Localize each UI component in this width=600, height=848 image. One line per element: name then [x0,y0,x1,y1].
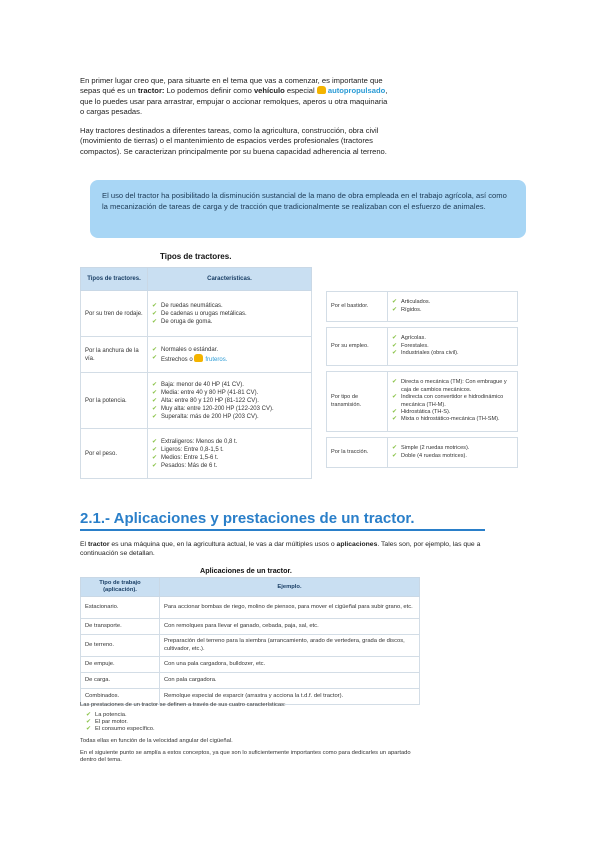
list-item: ✔ Simple (2 ruedas motrices). [392,445,513,452]
section-paragraph [80,540,485,558]
list-item [152,354,307,364]
app-type: De carga. [81,673,160,689]
types-table-right [326,291,518,468]
list-item: ✔ Mixta o hidrostático-mecánica (TH-SM). [392,416,513,423]
app-example: Remolque especial de esparcir (arrastra y acciona la t.d.f. del tractor). [160,689,420,705]
para-text: es una máquina que, en la agricultura actual, le vas a dar múltiples usos o [109,541,337,548]
glossary-link-autopropulsado[interactable]: autopropulsado [327,86,386,96]
table-row [327,292,518,322]
list-item: ✔ De ruedas neumáticas. [152,302,307,310]
list-item: ✔ La potencia. [86,712,155,719]
types-header-col2: Características. [148,268,312,291]
types-table-title: Tipos de tractores. [160,252,232,261]
intro-bold-tractor: tractor: [137,86,165,96]
list-item: ✔ Pesados: Más de 6 t. [152,462,307,470]
app-type: De terreno. [81,635,160,657]
row-label: Por el peso. [81,429,148,479]
list-item: ✔ Ligeros: Entre 0,8-1,5 t. [152,446,307,454]
row-label: Por la anchura de la vía. [81,337,148,373]
app-example: Preparación del terreno para la siembra (arrancamiento, arado de vertedera, grada de discos, cultivador, etc.). [160,635,420,657]
row-label: Por su tren de rodaje. [81,291,148,337]
app-type: De transporte. [81,619,160,635]
list-item: ✔ Directa o mecánica (TM): Con embrague y caja de cambios mecánicos. [392,379,513,394]
row-characteristics [388,372,518,432]
para-text: El [80,541,88,548]
intro-paragraph-2: Hay tractores destinados a diferentes tareas, como la agricultura, construcción, obra civil (movimiento de tierras) o el mantenimiento de espacios verdes profesionales (tractores compactos). Se caracterizan principalmente por su buena capacidad adherencia al terreno. [80,126,387,156]
table-row [81,337,312,373]
callout-text: El uso del tractor ha posibilitado la disminución sustancial de la mano de obra empleada en el trabajo agrícola, así como la mecanización de tareas de carga y de tracción que tradicionalmente se realizaban con el esfuerzo de animales. [102,191,507,211]
para-bold-aplicaciones: aplicaciones [336,541,378,548]
para-text: . Tales son, por ejemplo, las que a continuación se detallan. [80,541,481,557]
row-characteristics [388,328,518,366]
note-velocity: Todas ellas en función de la velocidad angular del cigüeñal. [80,738,233,744]
app-type: De empuje. [81,657,160,673]
list-item: ✔ Indirecta con convertidor e hidrodinámico mecánica (TH-M). [392,394,513,409]
note-next-point: En el siguiente punto se amplía a estos conceptos, ya que son lo suficientemente importantes como para dedicarles un apartado dentro del tema. [80,750,411,764]
list-item: ✔ Rígidos. [392,307,513,314]
types-header-col1: Tipos de tractores. [81,268,148,291]
list-item: ✔ De oruga de goma. [152,318,307,326]
list-item: ✔ Forestales. [392,343,513,350]
list-item: ✔ El consumo específico. [86,726,155,733]
row-label: Por su empleo. [327,328,388,366]
row-characteristics [388,292,518,322]
row-characteristics [148,337,312,373]
table-row [81,597,420,619]
list-item: ✔ Superalta: más de 200 HP (203 CV). [152,413,307,421]
table-row [327,372,518,432]
heading-divider [80,529,485,531]
app-example: Con remolques para llevar el ganado, cebada, paja, sal, etc. [160,619,420,635]
list-item: ✔ Muy alta: entre 120-200 HP (122-203 CV). [152,405,307,413]
row-characteristics [148,373,312,429]
prestaciones-intro: Las prestaciones de un tractor se definen a través de sus cuatro características: [80,702,286,708]
table-row [327,328,518,366]
intro-bold-vehiculo: vehículo [253,86,285,96]
table-row [327,438,518,468]
apps-header-col1: Tipo de trabajo (aplicación). [81,578,160,597]
intro-text: especial [284,86,317,96]
table-row [81,373,312,429]
table-row [81,619,420,635]
list-item: ✔ De cadenas u orugas metálicas. [152,310,307,318]
info-callout [90,180,526,238]
row-label: Por la potencia. [81,373,148,429]
table-row [81,673,420,689]
list-item: ✔ Alta: entre 80 y 120 HP (81-122 CV). [152,397,307,405]
app-example: Para accionar bombas de riego, molino de piensos, para mover el cigüeñal para subir grano, etc. [160,597,420,619]
row-label: Por el bastidor. [327,292,388,322]
intro-text: En primer lugar creo que, para situarte en el tema que vas a comenzar, es importante que sepas qué es un [80,76,383,96]
list-item: ✔ Articulados. [392,299,513,306]
types-table-left [80,267,312,479]
app-example: Con una pala cargadora, bulldozer, etc. [160,657,420,673]
apps-header-col2: Ejemplo. [160,578,420,597]
list-item: ✔ Doble (4 ruedas motrices). [392,453,513,460]
table-row [81,429,312,479]
glossary-link-fruteros[interactable]: fruteros. [205,356,228,363]
list-item: ✔ Agrícolas. [392,335,513,342]
apps-table-title: Aplicaciones de un tractor. [200,566,292,575]
table-row [81,635,420,657]
app-type: Combinados. [81,689,160,705]
row-label: Por la tracción. [327,438,388,468]
row-label: Por tipo de transmisión. [327,372,388,432]
app-example: Con pala cargadora. [160,673,420,689]
list-item: ✔ Medios: Entre 1,5-6 t. [152,454,307,462]
apps-table [80,577,420,705]
list-item: ✔ Media: entre 40 y 80 HP (41-81 CV). [152,389,307,397]
table-row [81,657,420,673]
list-item: ✔ Normales o estándar. [152,346,307,354]
app-type: Estacionario. [81,597,160,619]
list-item: ✔ Baja: menor de 40 HP (41 CV). [152,381,307,389]
list-item: ✔ El par motor. [86,719,155,726]
row-characteristics [148,291,312,337]
prestaciones-list [86,712,155,733]
pointing-hand-icon [194,354,203,362]
row-characteristics [388,438,518,468]
list-item-text: Estrechos o [161,356,193,363]
intro-text: Lo podemos definir como [164,86,254,96]
intro-paragraph-1 [80,76,388,118]
intro-text: , que lo puedes usar para arrastrar, empujar o accionar remolques, aperos u otra maquinaria o cargas pesadas. [80,86,388,117]
row-characteristics [148,429,312,479]
list-item: ✔ Extraligeros: Menos de 0,8 t. [152,438,307,446]
section-heading: 2.1.- Aplicaciones y prestaciones de un tractor. [80,510,415,527]
para-bold-tractor: tractor [87,541,110,548]
table-row [81,291,312,337]
list-item: ✔ Hidrostática (TH-S). [392,409,513,416]
list-item: ✔ Industriales (obra civil). [392,350,513,357]
pointing-hand-icon [317,86,326,94]
